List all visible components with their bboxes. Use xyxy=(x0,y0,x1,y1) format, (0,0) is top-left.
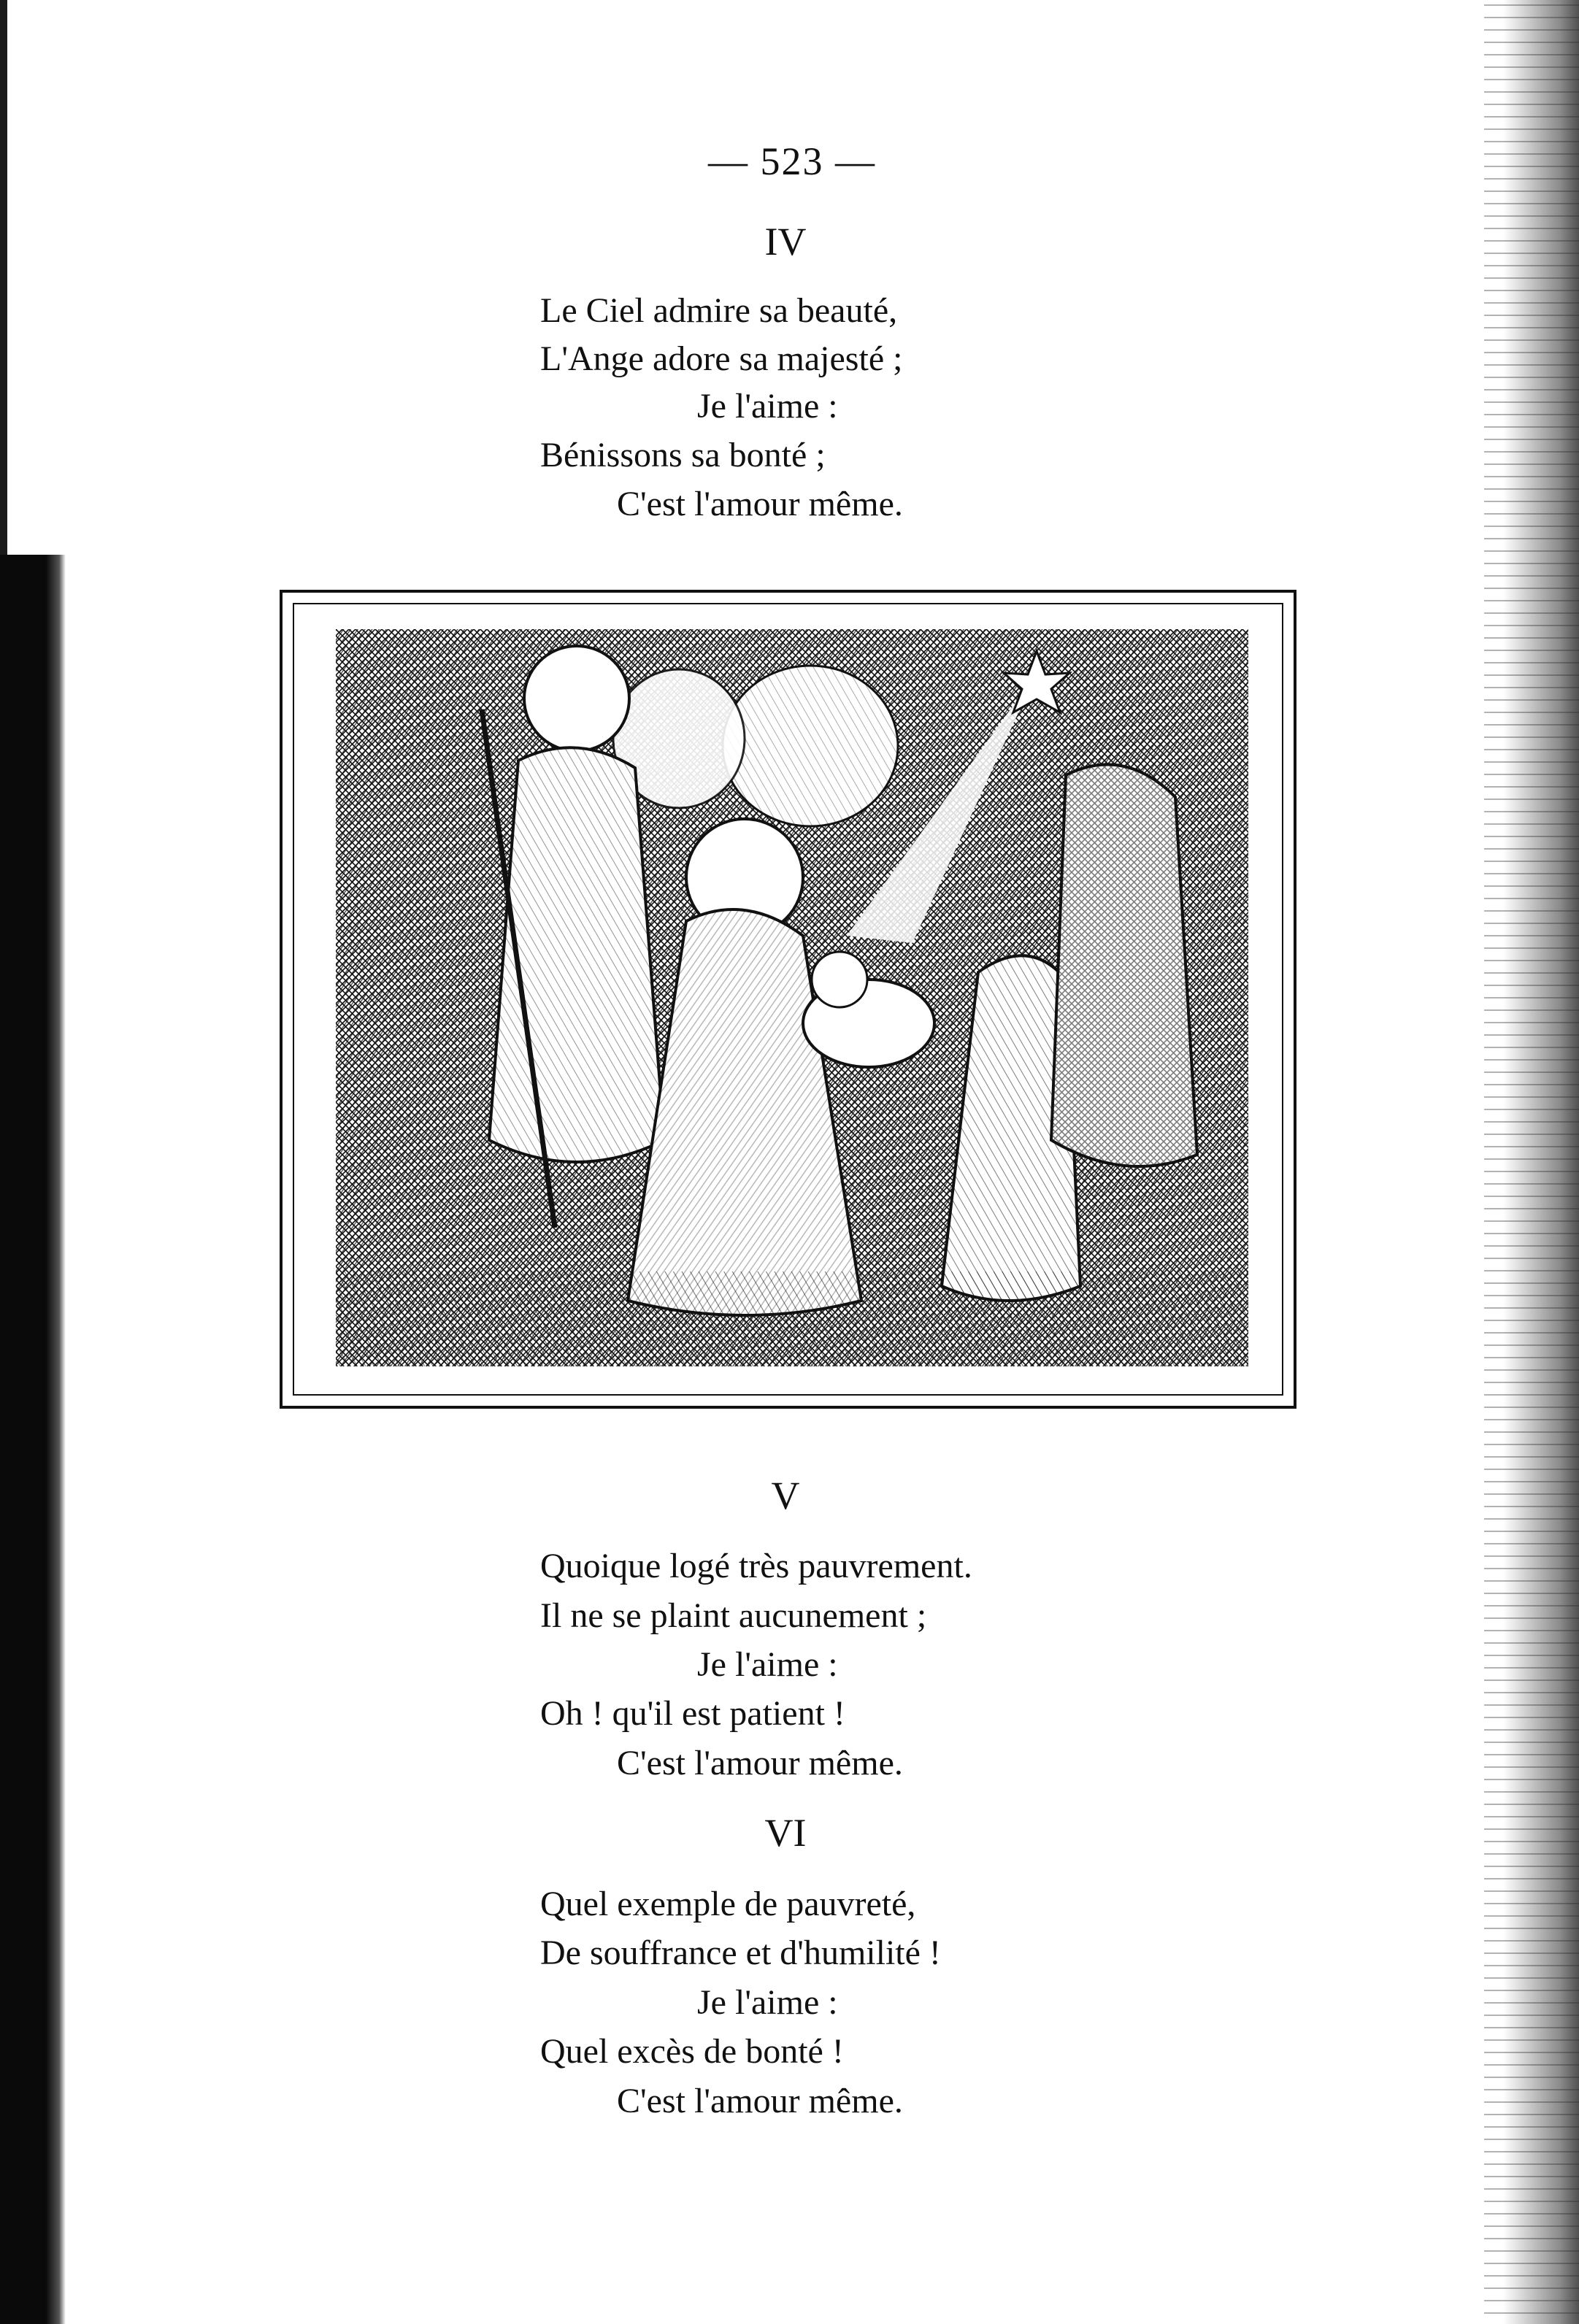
page-number: — 523 — xyxy=(708,139,876,183)
stanza-line-refrain: Je l'aime : xyxy=(697,387,838,426)
stanza-line-closing: C'est l'amour même. xyxy=(617,1744,903,1782)
stanza-line: L'Ange adore sa majesté ; xyxy=(540,339,903,378)
stanza-line-refrain: Je l'aime : xyxy=(697,1983,838,2022)
stanza-numeral-iv: IV xyxy=(764,220,807,263)
stanza-numeral-v: V xyxy=(771,1474,800,1517)
binding-shadow xyxy=(0,555,66,2324)
nativity-engraving-icon xyxy=(336,629,1248,1366)
stanza-line: Le Ciel admire sa beauté, xyxy=(540,291,898,330)
stanza-line: Quel excès de bonté ! xyxy=(540,2032,844,2071)
page-right-edge xyxy=(1484,0,1579,2324)
stanza-line-closing: C'est l'amour même. xyxy=(617,485,903,523)
stanza-line: Bénissons sa bonté ; xyxy=(540,436,826,474)
stanza-line: Quel exemple de pauvreté, xyxy=(540,1885,916,1923)
stanza-line: Oh ! qu'il est patient ! xyxy=(540,1694,845,1733)
stanza-line: De souffrance et d'humilité ! xyxy=(540,1934,941,1972)
stanza-numeral-vi: VI xyxy=(764,1811,807,1855)
stanza-line-refrain: Je l'aime : xyxy=(697,1645,838,1684)
stanza-line-closing: C'est l'amour même. xyxy=(617,2082,903,2120)
stanza-line: Quoique logé très pauvrement. xyxy=(540,1547,972,1585)
stanza-line: Il ne se plaint aucunement ; xyxy=(540,1596,927,1635)
